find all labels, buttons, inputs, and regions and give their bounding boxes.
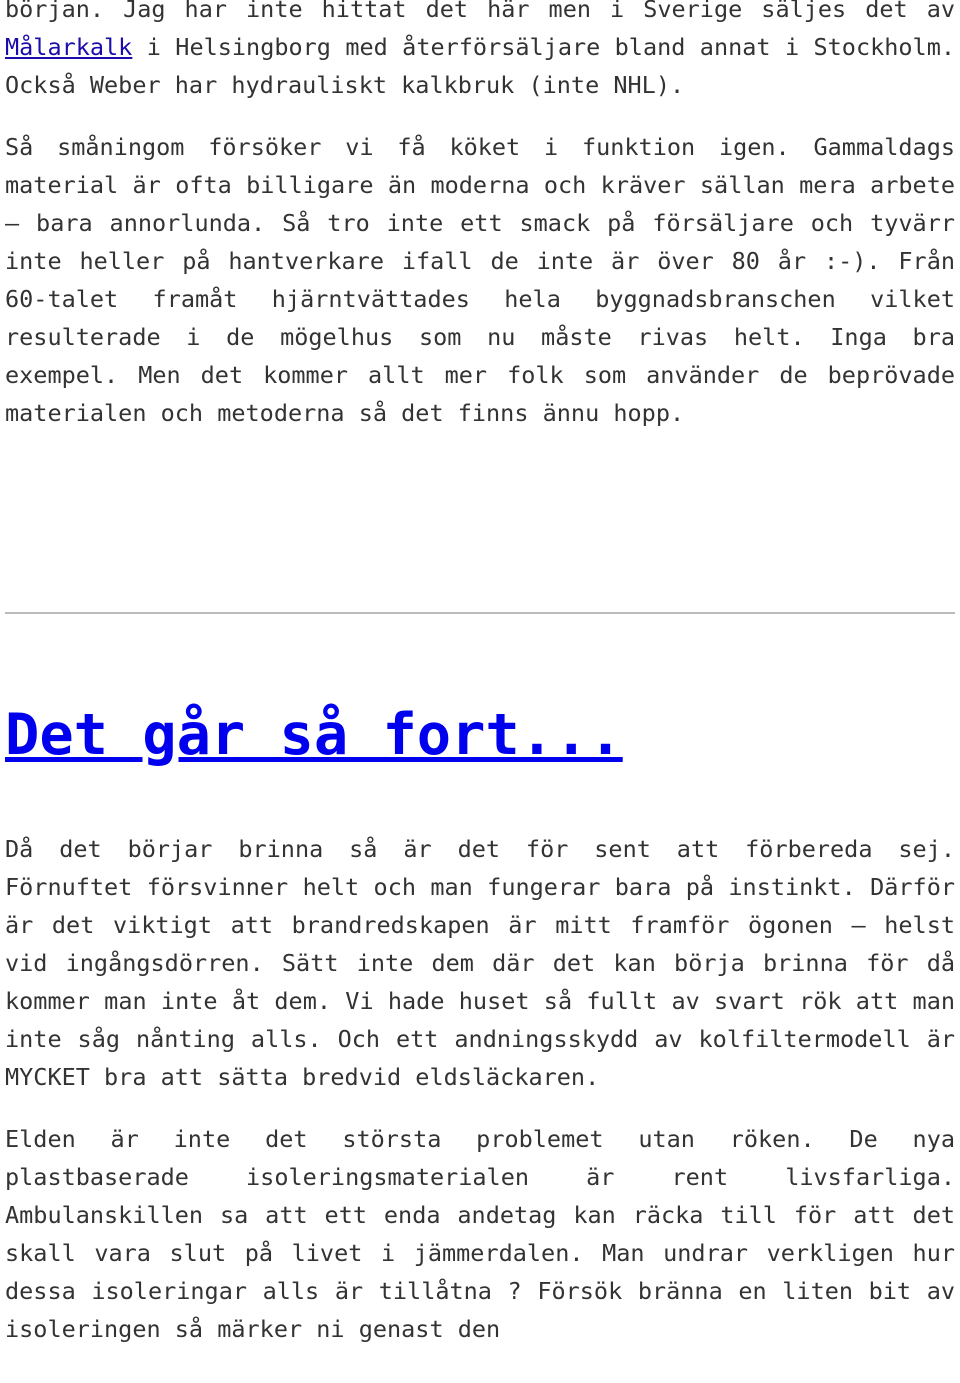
paragraph: Då det börjar brinna så är det för sent att förbereda sej. Förnuftet försvinner helt och man fungerar bara på instinkt. Därför är det viktigt att brandredskapen är mitt framför ögonen – helst vid ingångsdörren. Sätt inte dem där det kan börja brinna för då kommer man inte åt dem. Vi hade huset så fullt av svart rök att man inte såg nånting alls. Och ett andningsskydd av kolfiltermodell är MYCKET bra att sätta bredvid eldsläckaren. — [5, 835, 955, 1091]
article-previous — [5, 0, 955, 432]
paragraph — [5, 0, 955, 104]
malarkalk-link[interactable]: Målarkalk — [5, 33, 133, 61]
paragraph: Elden är inte det största problemet utan röken. De nya plastbaserade isoleringsmaterialen är rent livsfarliga. Ambulanskillen sa att ett enda andetag kan räcka till för att det skall vara slut på livet i jämmerdalen. Man undrar verkligen hur dessa isoleringar alls är tillåtna ? Försök bränna en liten bit av isoleringen så märker ni genast den — [5, 1125, 955, 1343]
article-title-link[interactable]: Det går så fort... — [5, 702, 623, 768]
article-divider — [5, 612, 955, 614]
paragraph-text: i Helsingborg med återförsäljare bland annat i Stockholm. Också Weber har hydrauliskt kalkbruk (inte NHL). — [5, 33, 955, 99]
paragraph-text: början. Jag har inte hittat det här men i Sverige säljes det av — [5, 0, 955, 23]
article-body — [5, 830, 955, 1348]
paragraph: Så småningom försöker vi få köket i funktion igen. Gammaldags material är ofta billigare än moderna och kräver sällan mera arbete – bara annorlunda. Så tro inte ett smack på försäljare och tyvärr inte heller på hantverkare ifall de inte är över 80 år :-). Från 60-talet framåt hjärntvättades hela byggnadsbranschen vilket resulterade i de mögelhus som nu måste rivas helt. Inga bra exempel. Men det kommer allt mer folk som använder de beprövade materialen och metoderna så det finns ännu hopp. — [5, 133, 955, 427]
article-title — [5, 702, 623, 768]
